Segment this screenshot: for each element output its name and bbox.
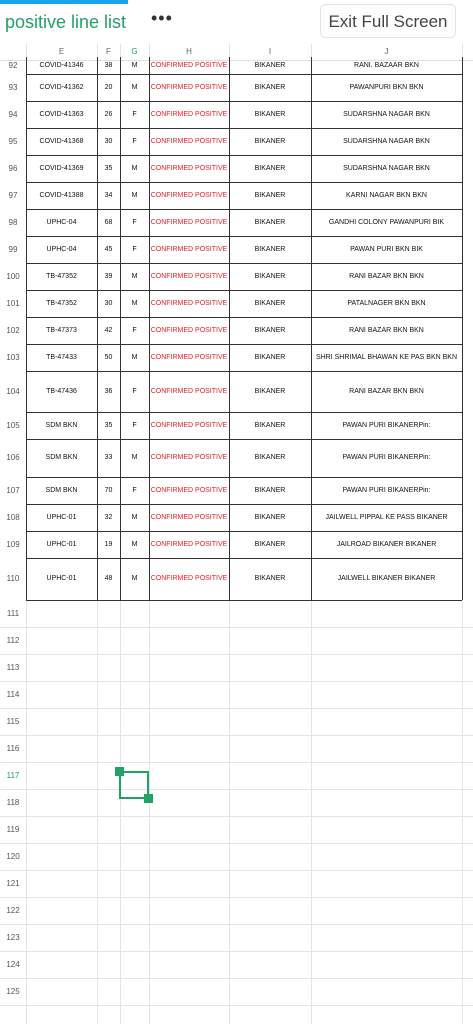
table-cell[interactable]: CONFIRMED POSITIVE [150, 388, 228, 395]
table-cell[interactable]: 35 [104, 422, 113, 429]
grid-row-line [0, 816, 473, 817]
row-number[interactable]: 125 [6, 987, 20, 996]
table-cell[interactable]: BIKANER [254, 192, 286, 199]
grid-row-line [0, 978, 473, 979]
row-number[interactable]: 124 [6, 960, 20, 969]
grid-row-line [0, 681, 473, 682]
table-cell[interactable]: GANDHI COLONY PAWANPURI BIK [328, 219, 445, 226]
table-cell[interactable]: M [131, 165, 138, 172]
table-column-border [120, 57, 121, 600]
table-cell[interactable]: SDM BKN [45, 422, 78, 429]
table-cell[interactable]: 34 [104, 192, 113, 199]
table-cell[interactable]: SDM BKN [45, 454, 78, 461]
table-cell[interactable]: PATALNAGER BKN BKN [347, 300, 426, 307]
column-header-h[interactable]: H [186, 47, 192, 56]
row-number[interactable]: 118 [6, 798, 20, 807]
table-cell[interactable]: JAILROAD BIKANER BIKANER [336, 541, 437, 548]
table-cell[interactable]: CONFIRMED POSITIVE [150, 62, 228, 69]
row-number[interactable]: 92 [8, 61, 18, 70]
top-bar [0, 0, 473, 44]
table-cell[interactable]: BIKANER [254, 514, 286, 521]
grid-row-line [0, 870, 473, 871]
table-cell[interactable]: BIKANER [254, 454, 286, 461]
row-number[interactable]: 122 [6, 906, 20, 915]
row-number[interactable]: 114 [6, 690, 20, 699]
table-cell[interactable]: CONFIRMED POSITIVE [150, 192, 228, 199]
table-cell[interactable]: BIKANER [254, 246, 286, 253]
table-cell[interactable]: PAWAN PURI BKN BIK [350, 246, 423, 253]
table-cell[interactable]: CONFIRMED POSITIVE [150, 273, 228, 280]
row-number[interactable]: 101 [6, 299, 20, 308]
table-cell[interactable]: COVID-41363 [39, 111, 84, 118]
row-number[interactable]: 94 [8, 110, 18, 119]
table-cell[interactable]: M [131, 62, 138, 69]
table-cell[interactable]: PAWAN PURI BIKANERPin: [342, 454, 431, 461]
table-cell[interactable]: PAWAN PURI BIKANERPin: [342, 487, 431, 494]
table-cell[interactable]: UPHC-04 [46, 219, 77, 226]
table-cell[interactable]: UPHC-01 [46, 514, 77, 521]
table-cell[interactable]: CONFIRMED POSITIVE [150, 165, 228, 172]
row-number[interactable]: 111 [6, 609, 20, 618]
table-cell[interactable]: TB-47433 [46, 354, 77, 361]
more-options-icon[interactable]: ••• [151, 8, 173, 28]
table-cell[interactable]: 45 [104, 246, 113, 253]
selection-handle-bottom-right[interactable] [144, 794, 153, 803]
row-number[interactable]: 104 [6, 387, 20, 396]
row-number[interactable]: 100 [6, 272, 20, 281]
row-number[interactable]: 115 [6, 717, 20, 726]
table-column-border [97, 57, 98, 600]
table-cell[interactable]: BIKANER [254, 62, 286, 69]
selection-handle-top-left[interactable] [115, 767, 124, 776]
column-header-g[interactable]: G [131, 47, 138, 56]
table-column-border [149, 57, 150, 600]
table-cell[interactable]: BIKANER [254, 422, 286, 429]
row-border [26, 600, 462, 601]
table-cell[interactable]: 42 [104, 327, 113, 334]
table-cell[interactable]: 39 [104, 273, 113, 280]
grid-row-line [0, 762, 473, 763]
table-cell[interactable]: PAWANPURI BKN BKN [349, 84, 424, 91]
table-cell[interactable]: M [131, 354, 138, 361]
table-cell[interactable]: CONFIRMED POSITIVE [150, 354, 228, 361]
column-header-f[interactable]: F [106, 47, 111, 56]
table-cell[interactable]: M [131, 541, 138, 548]
row-number[interactable]: 121 [6, 879, 20, 888]
table-cell[interactable]: UPHC-01 [46, 575, 77, 582]
table-cell[interactable]: CONFIRMED POSITIVE [150, 514, 228, 521]
row-number[interactable]: 97 [8, 191, 18, 200]
table-cell[interactable]: BIKANER [254, 273, 286, 280]
table-cell[interactable]: CONFIRMED POSITIVE [150, 541, 228, 548]
table-cell[interactable]: M [131, 575, 138, 582]
table-cell[interactable]: 30 [104, 300, 113, 307]
row-number[interactable]: 119 [6, 825, 20, 834]
grid-row-line [0, 735, 473, 736]
table-cell[interactable]: SUDARSHNA NAGAR BKN [343, 111, 430, 118]
table-cell[interactable]: BIKANER [254, 575, 286, 582]
table-cell[interactable]: COVID-41388 [39, 192, 84, 199]
table-column-border [462, 57, 463, 600]
grid-row-line [0, 708, 473, 709]
table-cell[interactable]: M [131, 454, 138, 461]
table-cell[interactable]: BIKANER [254, 327, 286, 334]
table-cell[interactable]: 38 [104, 62, 113, 69]
grid-row-line [0, 843, 473, 844]
table-cell[interactable]: COVID-41368 [39, 138, 84, 145]
table-cell[interactable]: BIKANER [254, 300, 286, 307]
table-cell[interactable]: RANI BAZAR BKN BKN [349, 388, 424, 395]
table-cell[interactable]: 35 [104, 165, 113, 172]
table-cell[interactable]: F [132, 487, 137, 494]
table-cell[interactable]: BIKANER [254, 84, 286, 91]
table-cell[interactable]: F [132, 327, 137, 334]
column-header-e[interactable]: E [58, 47, 65, 56]
table-cell[interactable]: 33 [104, 454, 113, 461]
table-cell[interactable]: RANI. BAZAAR BKN [354, 62, 419, 69]
table-cell[interactable]: BIKANER [254, 541, 286, 548]
grid-row-line [0, 924, 473, 925]
table-cell[interactable]: 32 [104, 514, 113, 521]
row-number[interactable]: 96 [8, 164, 18, 173]
table-cell[interactable]: F [132, 246, 137, 253]
table-cell[interactable]: CONFIRMED POSITIVE [150, 246, 228, 253]
row-number[interactable]: 112 [6, 636, 20, 645]
table-cell[interactable]: F [132, 219, 137, 226]
row-number[interactable]: 123 [6, 933, 20, 942]
table-cell[interactable]: 70 [104, 487, 113, 494]
table-cell[interactable]: CONFIRMED POSITIVE [150, 111, 228, 118]
table-cell[interactable]: F [132, 388, 137, 395]
row-number[interactable]: 98 [8, 218, 18, 227]
row-number[interactable]: 110 [6, 574, 20, 583]
table-cell[interactable]: TB-47436 [46, 388, 77, 395]
table-cell[interactable]: SUDARSHNA NAGAR BKN [343, 165, 430, 172]
table-cell[interactable]: SUDARSHNA NAGAR BKN [343, 138, 430, 145]
table-cell[interactable]: SDM BKN [45, 487, 78, 494]
sheet-title[interactable]: positive line list [5, 12, 127, 32]
row-number[interactable]: 93 [8, 83, 18, 92]
table-cell[interactable]: 48 [104, 575, 113, 582]
grid-row-line [0, 627, 473, 628]
table-cell[interactable]: CONFIRMED POSITIVE [150, 327, 228, 334]
row-number[interactable]: 109 [6, 540, 20, 549]
table-cell[interactable]: CONFIRMED POSITIVE [150, 575, 228, 582]
table-cell[interactable]: UPHC-01 [46, 541, 77, 548]
table-cell[interactable]: 30 [104, 138, 113, 145]
table-cell[interactable]: BIKANER [254, 138, 286, 145]
row-number[interactable]: 105 [6, 421, 20, 430]
grid-row-line [0, 654, 473, 655]
table-cell[interactable]: 20 [104, 84, 113, 91]
table-cell[interactable]: CONFIRMED POSITIVE [150, 300, 228, 307]
table-cell[interactable]: BIKANER [254, 165, 286, 172]
table-cell[interactable]: F [132, 422, 137, 429]
grid-row-line [0, 897, 473, 898]
table-cell[interactable]: F [132, 111, 137, 118]
table-cell[interactable]: TB-47352 [46, 273, 77, 280]
row-number[interactable]: 103 [6, 353, 20, 362]
table-cell[interactable]: RANI BAZAR BKN BKN [349, 327, 424, 334]
table-cell[interactable]: JAILWELL PIPPAL KE PASS BIKANER [325, 514, 448, 521]
table-cell[interactable]: 68 [104, 219, 113, 226]
row-number[interactable]: 99 [8, 245, 18, 254]
table-cell[interactable]: CONFIRMED POSITIVE [150, 454, 228, 461]
row-number[interactable]: 108 [6, 513, 20, 522]
active-tab-indicator [0, 0, 128, 4]
table-cell[interactable]: CONFIRMED POSITIVE [150, 422, 228, 429]
table-cell[interactable]: M [131, 514, 138, 521]
table-cell[interactable]: KARNI NAGAR BKN BKN [346, 192, 427, 199]
table-cell[interactable]: COVID-41346 [39, 62, 84, 69]
table-cell[interactable]: COVID-41369 [39, 165, 84, 172]
table-cell[interactable]: M [131, 273, 138, 280]
table-cell[interactable]: RANI BAZAR BKN BKN [349, 273, 424, 280]
table-cell[interactable]: BIKANER [254, 388, 286, 395]
table-cell[interactable]: PAWAN PURI BIKANERPin: [342, 422, 431, 429]
grid-row-line [0, 1005, 473, 1006]
row-number[interactable]: 102 [6, 326, 20, 335]
row-number[interactable]: 95 [8, 137, 18, 146]
grid-row-line [0, 951, 473, 952]
table-cell[interactable]: M [131, 84, 138, 91]
table-cell[interactable]: CONFIRMED POSITIVE [150, 138, 228, 145]
exit-full-screen-button[interactable]: Exit Full Screen [320, 4, 456, 38]
table-cell[interactable]: CONFIRMED POSITIVE [150, 219, 228, 226]
table-cell[interactable]: CONFIRMED POSITIVE [150, 84, 228, 91]
row-number[interactable]: 113 [6, 663, 20, 672]
row-number[interactable]: 116 [6, 744, 20, 753]
table-cell[interactable]: BIKANER [254, 354, 286, 361]
grid-row-line [0, 789, 473, 790]
table-cell[interactable]: BIKANER [254, 219, 286, 226]
table-column-border [311, 57, 312, 600]
table-cell[interactable]: UPHC-04 [46, 246, 77, 253]
table-cell[interactable]: CONFIRMED POSITIVE [150, 487, 228, 494]
table-cell[interactable]: BIKANER [254, 111, 286, 118]
row-number[interactable]: 107 [6, 486, 20, 495]
table-column-border [229, 57, 230, 600]
table-cell[interactable]: TB-47373 [46, 327, 77, 334]
table-cell[interactable]: COVID-41362 [39, 84, 84, 91]
table-column-border [26, 57, 27, 600]
table-cell[interactable]: F [132, 138, 137, 145]
column-header-i[interactable]: I [268, 47, 272, 56]
table-cell[interactable]: SHRI SHRIMAL BHAWAN KE PAS BKN BKN [315, 354, 458, 361]
table-cell[interactable]: JAILWELL BIKANER BIKANER [337, 575, 436, 582]
table-cell[interactable]: 19 [104, 541, 113, 548]
table-cell[interactable]: 50 [104, 354, 113, 361]
row-number[interactable]: 117 [6, 771, 20, 780]
row-number[interactable]: 120 [6, 852, 20, 861]
row-number[interactable]: 106 [6, 453, 20, 462]
table-cell[interactable]: 36 [104, 388, 113, 395]
table-cell[interactable]: M [131, 300, 138, 307]
table-cell[interactable]: BIKANER [254, 487, 286, 494]
table-cell[interactable]: 26 [104, 111, 113, 118]
table-cell[interactable]: TB-47352 [46, 300, 77, 307]
column-header-j[interactable]: J [384, 47, 389, 56]
table-cell[interactable]: M [131, 192, 138, 199]
